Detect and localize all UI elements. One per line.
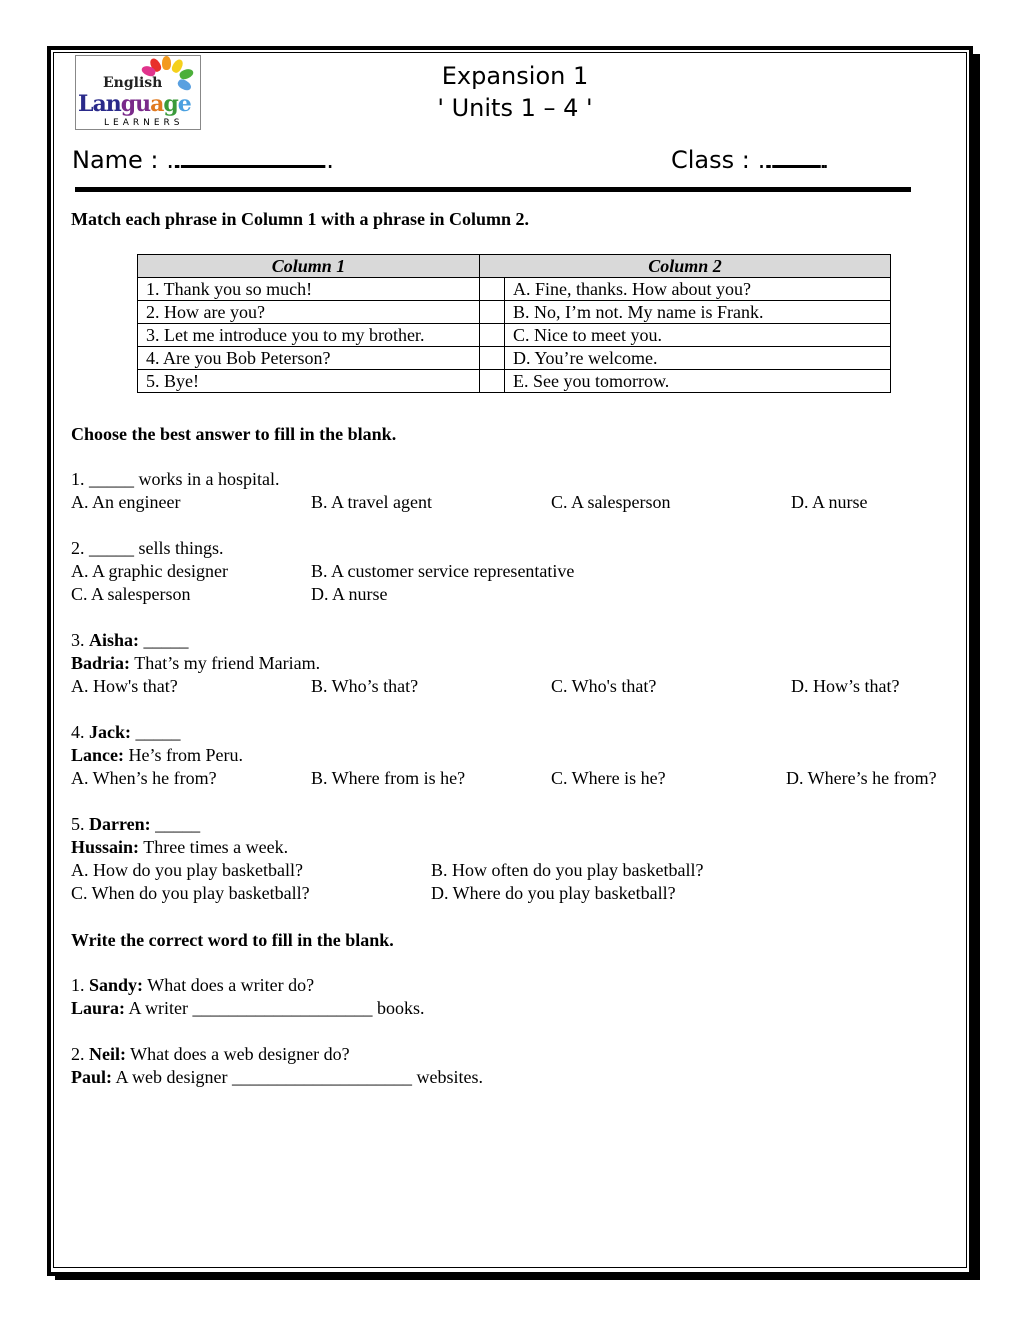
speaker: Neil: — [89, 1044, 126, 1064]
option-a[interactable]: A. When’s he from? — [71, 768, 217, 788]
table-row — [138, 278, 891, 301]
dialogue-line — [71, 630, 189, 651]
speaker: Badria: — [71, 653, 131, 673]
dialogue-line — [71, 722, 181, 743]
dialogue-line — [71, 814, 200, 835]
answer-cell[interactable] — [480, 370, 505, 393]
column2-header: Column 2 — [480, 255, 891, 278]
header-divider — [75, 187, 911, 192]
dialogue-text: What does a writer do? — [147, 975, 315, 995]
option-a[interactable]: A. An engineer — [71, 492, 181, 512]
option-c[interactable]: C. When do you play basketball? — [71, 883, 310, 903]
question-stem: 1. _____ works in a hospital. — [71, 469, 280, 489]
dialogue-text: He’s from Peru. — [128, 745, 243, 765]
logo-text-learners: LEARNERS — [104, 118, 184, 128]
dialogue-line — [71, 837, 288, 858]
field-label: Name : — [72, 146, 167, 174]
option-d[interactable]: D. Where do you play basketball? — [431, 883, 676, 903]
logo-text-language: Language — [78, 91, 191, 117]
option-d[interactable]: D. A nurse — [791, 492, 868, 512]
field-label: . — [316, 146, 324, 174]
option-c[interactable]: C. A salesperson — [551, 492, 671, 512]
dialogue-text: That’s my friend Mariam. — [134, 653, 321, 673]
dialogue-line — [71, 975, 314, 996]
dialogue-line — [71, 998, 425, 1019]
option-d[interactable]: D. How’s that? — [791, 676, 900, 696]
leader-dots: ……………………… — [757, 146, 812, 174]
option-b[interactable]: B. Who’s that? — [311, 676, 419, 696]
table-row — [138, 324, 891, 347]
column1-header: Column 1 — [138, 255, 480, 278]
matching-table — [137, 254, 891, 393]
worksheet-subtitle: ' Units 1 – 4 ' — [437, 94, 593, 122]
section2-instruction: Choose the best answer to fill in the blank. — [71, 424, 397, 444]
section3-instruction: Write the correct word to fill in the blank. — [71, 930, 394, 950]
table-row — [138, 301, 891, 324]
option-d[interactable]: D. A nurse — [311, 584, 388, 604]
speaker: Darren: — [89, 814, 151, 834]
column1-cell: 1. Thank you so much! — [138, 278, 480, 301]
answer-cell[interactable] — [480, 324, 505, 347]
table-row — [138, 347, 891, 370]
column1-cell: 4. Are you Bob Peterson? — [138, 347, 480, 370]
blank: _____ — [155, 814, 201, 834]
column1-cell: 2. How are you? — [138, 301, 480, 324]
option-c[interactable]: C. A salesperson — [71, 584, 191, 604]
dialogue-text: Three times a week. — [143, 837, 289, 857]
option-c[interactable]: C. Where is he? — [551, 768, 666, 788]
option-a[interactable]: A. How do you play basketball? — [71, 860, 303, 880]
question-stem: 2. _____ sells things. — [71, 538, 224, 558]
field-label: .. — [811, 146, 827, 174]
column1-cell: 3. Let me introduce you to my brother. — [138, 324, 480, 347]
table-row — [138, 370, 891, 393]
answer-cell[interactable] — [480, 278, 505, 301]
english-language-learners-logo — [75, 55, 201, 130]
answer-cell[interactable] — [480, 347, 505, 370]
question-number: 1. — [71, 975, 85, 995]
option-b[interactable]: B. A customer service representative — [311, 561, 575, 581]
answer-cell[interactable] — [480, 301, 505, 324]
dialogue-line — [71, 745, 243, 766]
option-a[interactable]: A. How's that? — [71, 676, 178, 696]
question-number: 2. — [71, 1044, 85, 1064]
column2-cell: E. See you tomorrow. — [505, 370, 891, 393]
option-c[interactable]: C. Who's that? — [551, 676, 657, 696]
fill-blank-line[interactable]: A web designer ____________________ websites. — [115, 1067, 483, 1087]
name-field[interactable] — [72, 146, 324, 174]
dialogue-line — [71, 653, 320, 674]
question-number: 5. — [71, 814, 85, 834]
dialogue-line — [71, 1044, 350, 1065]
fill-blank-line[interactable]: A writer ____________________ books. — [128, 998, 425, 1018]
option-a[interactable]: A. A graphic designer — [71, 561, 228, 581]
option-d[interactable]: D. Where’s he from? — [786, 768, 937, 788]
question-number: 3. — [71, 630, 85, 650]
class-field[interactable] — [671, 146, 827, 174]
blank: _____ — [143, 630, 189, 650]
speaker: Hussain: — [71, 837, 140, 857]
speaker: Lance: — [71, 745, 124, 765]
column2-cell: B. No, I’m not. My name is Frank. — [505, 301, 891, 324]
worksheet-title: Expansion 1 — [441, 62, 589, 90]
section1-instruction: Match each phrase in Column 1 with a phrase in Column 2. — [71, 209, 530, 229]
column2-cell: C. Nice to meet you. — [505, 324, 891, 347]
logo-text-english: English — [103, 75, 163, 91]
speaker: Sandy: — [89, 975, 144, 995]
option-b[interactable]: B. Where from is he? — [311, 768, 466, 788]
speaker: Laura: — [71, 998, 125, 1018]
dialogue-text: What does a web designer do? — [130, 1044, 350, 1064]
speaker: Paul: — [71, 1067, 113, 1087]
option-b[interactable]: B. A travel agent — [311, 492, 432, 512]
speaker: Jack: — [89, 722, 131, 742]
column1-cell: 5. Bye! — [138, 370, 480, 393]
column2-cell: A. Fine, thanks. How about you? — [505, 278, 891, 301]
field-label: Class : — [671, 146, 758, 174]
question-number: 4. — [71, 722, 85, 742]
hand-icon — [162, 56, 171, 70]
leader-dots: ………………………………………………………………… — [166, 146, 317, 174]
column2-cell: D. You’re welcome. — [505, 347, 891, 370]
option-b[interactable]: B. How often do you play basketball? — [431, 860, 704, 880]
speaker: Aisha: — [89, 630, 140, 650]
blank: _____ — [135, 722, 181, 742]
dialogue-line — [71, 1067, 483, 1088]
